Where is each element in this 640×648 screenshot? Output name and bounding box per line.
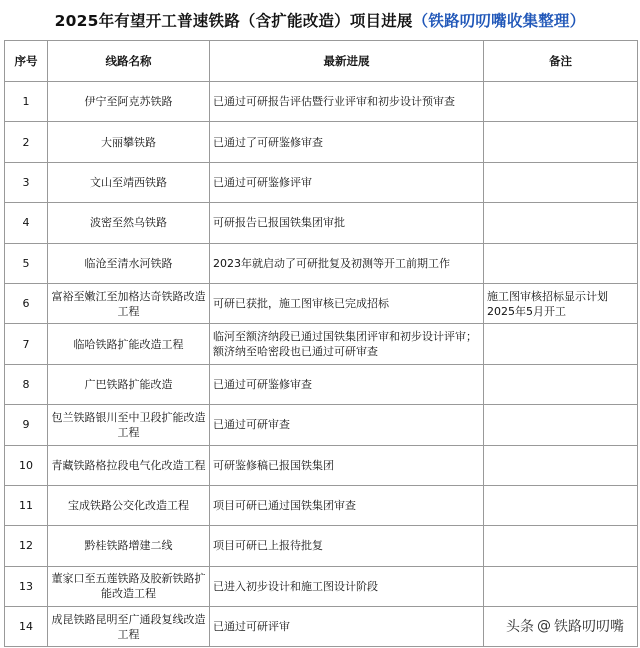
line-name: 包兰铁路银川至中卫段扩能改造工程 (48, 405, 210, 445)
watermark-platform: 头条 (506, 619, 534, 635)
table-row (5, 485, 638, 525)
progress-text: 已通过可研报告评估暨行业评审和初步设计预审查 (210, 82, 484, 122)
note-text (484, 445, 638, 485)
line-name: 青藏铁路格拉段电气化改造工程 (48, 445, 210, 485)
progress-text: 已进入初步设计和施工图设计阶段 (210, 566, 484, 606)
table-row (5, 445, 638, 485)
note-text: 施工图审核招标显示计划2025年5月开工 (484, 283, 638, 323)
progress-text: 可研鉴修稿已报国铁集团 (210, 445, 484, 485)
progress-text: 项目可研已上报待批复 (210, 526, 484, 566)
project-table (4, 40, 638, 647)
progress-text: 已通过可研鉴修评审 (210, 162, 484, 202)
title-main: 2025年有望开工普速铁路（含扩能改造）项目进展 (54, 12, 413, 30)
watermark (504, 616, 626, 636)
progress-text: 已通过可研鉴修审查 (210, 364, 484, 404)
line-name: 黔桂铁路增建二线 (48, 526, 210, 566)
note-text (484, 526, 638, 566)
table-row (5, 405, 638, 445)
row-number: 7 (5, 324, 48, 364)
title-source: （铁路叨叨嘴收集整理） (412, 12, 586, 30)
table-row (5, 283, 638, 323)
table-row (5, 526, 638, 566)
note-text (484, 243, 638, 283)
header-note: 备注 (484, 41, 638, 82)
table-row (5, 243, 638, 283)
row-number: 10 (5, 445, 48, 485)
table-header-row (5, 41, 638, 82)
line-name: 宝成铁路公交化改造工程 (48, 485, 210, 525)
note-text (484, 485, 638, 525)
table-row (5, 324, 638, 364)
note-text (484, 405, 638, 445)
row-number: 3 (5, 162, 48, 202)
note-text (484, 203, 638, 243)
watermark-account: 铁路叨叨嘴 (554, 619, 624, 635)
header-name: 线路名称 (48, 41, 210, 82)
row-number: 14 (5, 607, 48, 647)
table-row (5, 122, 638, 162)
table-row (5, 162, 638, 202)
page-title (0, 0, 640, 40)
progress-text: 2023年就启动了可研批复及初测等开工前期工作 (210, 243, 484, 283)
line-name: 文山至靖西铁路 (48, 162, 210, 202)
row-number: 4 (5, 203, 48, 243)
line-name: 临哈铁路扩能改造工程 (48, 324, 210, 364)
note-text (484, 162, 638, 202)
progress-text: 可研已获批，施工图审核已完成招标 (210, 283, 484, 323)
header-no: 序号 (5, 41, 48, 82)
line-name: 董家口至五莲铁路及胶新铁路扩能改造工程 (48, 566, 210, 606)
table-row (5, 364, 638, 404)
line-name: 富裕至嫩江至加格达奇铁路改造工程 (48, 283, 210, 323)
table-row (5, 203, 638, 243)
line-name: 大丽攀铁路 (48, 122, 210, 162)
row-number: 6 (5, 283, 48, 323)
note-text (484, 324, 638, 364)
row-number: 9 (5, 405, 48, 445)
line-name: 波密至然乌铁路 (48, 203, 210, 243)
progress-text: 已通过了可研鉴修审查 (210, 122, 484, 162)
row-number: 5 (5, 243, 48, 283)
progress-text: 可研报告已报国铁集团审批 (210, 203, 484, 243)
row-number: 8 (5, 364, 48, 404)
row-number: 13 (5, 566, 48, 606)
progress-text: 项目可研已通过国铁集团审查 (210, 485, 484, 525)
note-text (484, 122, 638, 162)
progress-text: 临河至额济纳段已通过国铁集团评审和初步设计评审；额济纳至哈密段也已通过可研审查 (210, 324, 484, 364)
row-number: 1 (5, 82, 48, 122)
at-icon: @ (537, 618, 551, 634)
line-name: 临沧至清水河铁路 (48, 243, 210, 283)
line-name: 成昆铁路昆明至广通段复线改造工程 (48, 607, 210, 647)
table-row (5, 566, 638, 606)
line-name: 伊宁至阿克苏铁路 (48, 82, 210, 122)
note-text (484, 566, 638, 606)
line-name: 广巴铁路扩能改造 (48, 364, 210, 404)
progress-text: 已通过可研审查 (210, 405, 484, 445)
note-text (484, 364, 638, 404)
header-progress: 最新进展 (210, 41, 484, 82)
progress-text: 已通过可研评审 (210, 607, 484, 647)
row-number: 11 (5, 485, 48, 525)
row-number: 12 (5, 526, 48, 566)
row-number: 2 (5, 122, 48, 162)
table-row (5, 82, 638, 122)
note-text (484, 82, 638, 122)
